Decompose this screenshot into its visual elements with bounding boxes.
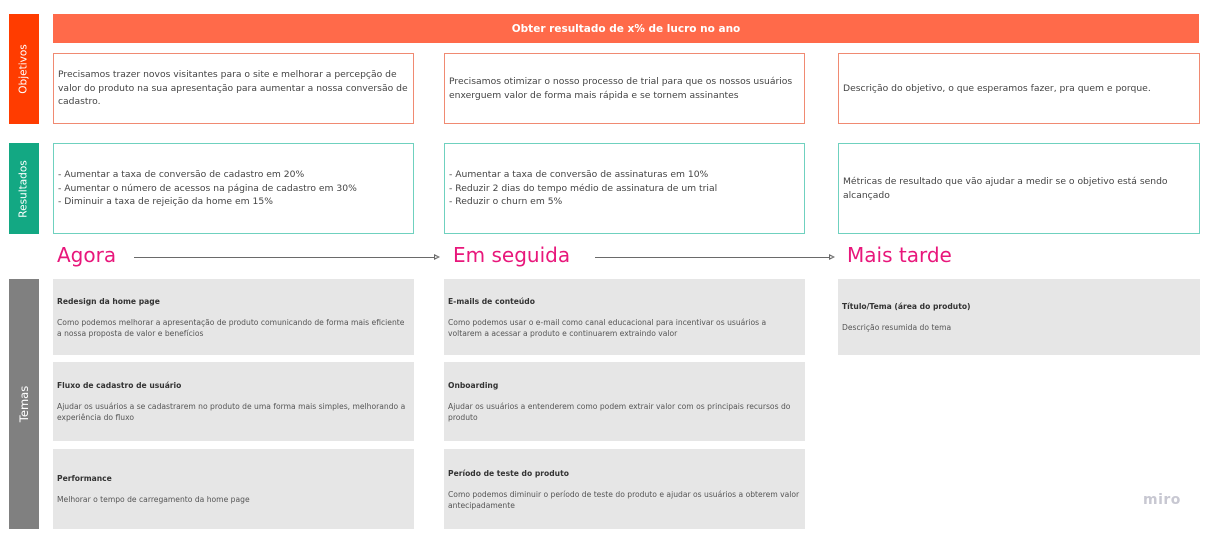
result-list [58,168,357,209]
result-list [449,168,717,209]
result-card[interactable] [444,143,805,234]
theme-description: Ajudar os usuários a se cadastrarem no produto de uma forma mais simples, melhorando a experiência do fluxo [57,402,406,422]
result-item: - Aumentar a taxa de conversão de cadastro em 20% [58,169,305,181]
theme-card[interactable] [444,449,805,529]
result-item: - Aumentar o número de acessos na página de cadastro em 30% [58,182,357,194]
theme-description: Como podemos melhorar a apresentação de produto comunicando de forma mais eficiente a nossa proposta de valor e benefícios [57,317,405,338]
theme-card[interactable] [53,279,414,355]
result-item: Métricas de resultado que vão ajudar a medir se o objetivo está sendo alcançado [843,176,1168,201]
theme-description: Como podemos usar o e-mail como canal educacional para incentivar os usuários a voltarem a acessar a produto e continuarem extraindo valor [448,317,767,338]
result-list [843,175,1195,202]
phase-agora: Agora [57,243,117,267]
goal-banner-title: Obter resultado de x% de lucro no ano [511,22,741,35]
phase-em-seguida: Em seguida [453,243,571,267]
theme-description: Ajudar os usuários a entenderem como podem extrair valor com os principais recursos do produto [448,402,791,422]
theme-title: Título/Tema (área do produto) [842,302,971,311]
theme-title: Redesign da home page [57,296,160,306]
phase-mais-tarde: Mais tarde [847,243,952,267]
objective-text: Precisamos trazer novos visitantes para o site e melhorar a percepção de valor do produto na sua apresentação para aumentar a nossa conversão de cadastro. [58,69,408,108]
row-label-objetivos [9,14,39,124]
row-label-resultados-text: Resultados [18,159,30,218]
objective-card[interactable] [444,53,805,124]
theme-card[interactable] [838,279,1200,355]
row-label-objetivos-text: Objetivos [18,44,31,94]
theme-title: E-mails de conteúdo [448,296,535,306]
goal-banner[interactable] [53,14,1199,43]
result-item: - Diminuir a taxa de rejeição da home em 15% [58,196,273,208]
row-label-temas-text: Temas [17,385,32,423]
objective-card[interactable] [53,53,414,124]
arrow-connector-icon [134,257,434,258]
theme-title: Fluxo de cadastro de usuário [57,381,182,390]
objective-text: Precisamos otimizar o nosso processo de trial para que os nossos usuários enxerguem valor de forma mais rápida e se tornem assinantes [449,76,793,101]
theme-title: Performance [57,474,112,483]
theme-title: Onboarding [448,381,499,390]
theme-description: Melhorar o tempo de carregamento da home page [57,495,250,504]
objective-card[interactable] [838,53,1200,124]
theme-card[interactable] [444,279,805,355]
result-item: - Reduzir o churn em 5% [449,196,563,208]
theme-card[interactable] [53,362,414,441]
row-label-temas [9,279,39,529]
theme-description: Descrição resumida do tema [842,323,952,332]
row-label-resultados [9,143,39,234]
theme-card[interactable] [444,362,805,441]
miro-logo: miro [1143,492,1181,508]
result-item: - Aumentar a taxa de conversão de assinaturas em 10% [449,169,709,181]
result-card[interactable] [838,143,1200,234]
theme-description: Como podemos diminuir o período de teste do produto e ajudar os usuários a obterem valor antecipadamente [448,489,800,510]
theme-title: Período de teste do produto [448,468,569,478]
theme-card[interactable] [53,449,414,529]
result-card[interactable] [53,143,414,234]
objective-text: Descrição do objetivo, o que esperamos fazer, pra quem e porque. [843,82,1151,94]
result-item: - Reduzir 2 dias do tempo médio de assinatura de um trial [449,182,718,194]
arrow-connector-icon [595,257,829,258]
